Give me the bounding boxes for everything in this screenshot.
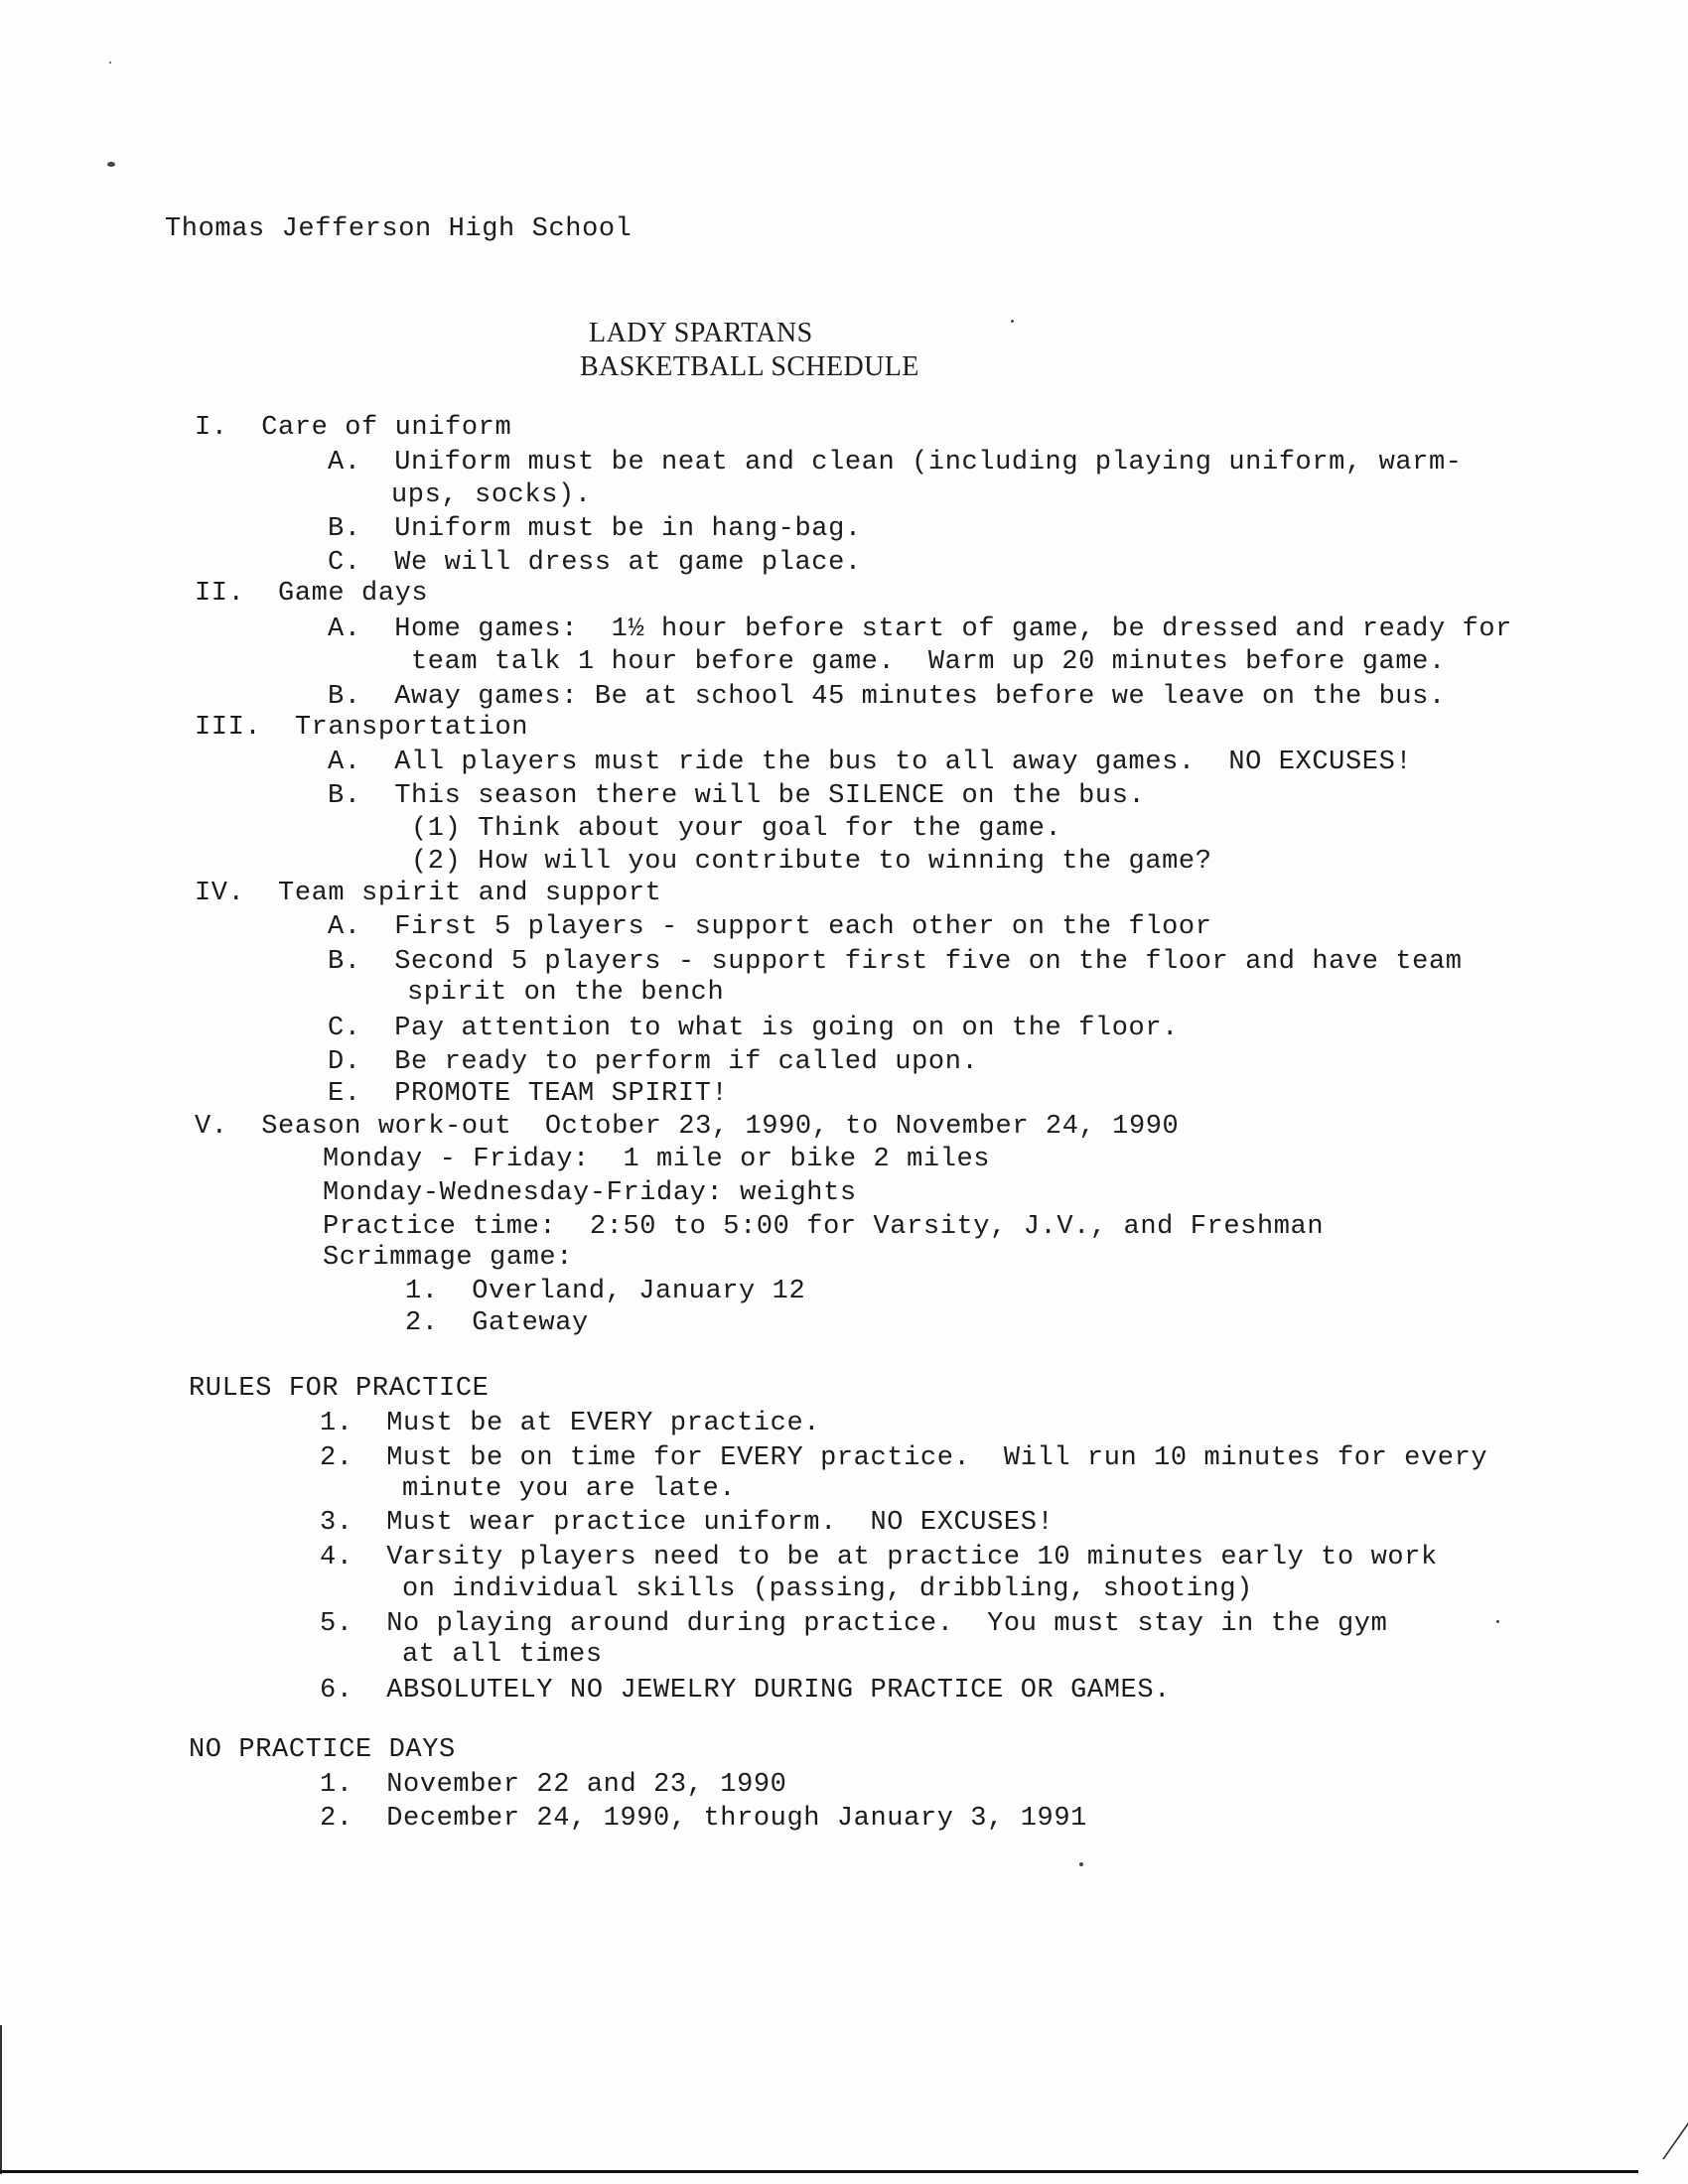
page-curl-mark (1622, 2100, 1688, 2159)
section-heading-5: V. Season work-out October 23, 1990, to November 24, 1990 (195, 1112, 1180, 1142)
list-item: A. First 5 players - support each other on the floor (328, 912, 1212, 942)
list-item: B. Away games: Be at school 45 minutes before we leave on the bus. (328, 682, 1446, 712)
list-item: at all times (402, 1640, 603, 1670)
list-item: A. Home games: 1½ hour before start of game, be dressed and ready for (328, 614, 1512, 644)
list-item: A. Uniform must be neat and clean (including playing uniform, warm- (328, 448, 1463, 478)
list-item: on individual skills (passing, dribbling, shooting) (402, 1574, 1253, 1604)
list-item: ups, socks). (391, 480, 592, 510)
list-item: B. Uniform must be in hang-bag. (328, 514, 862, 544)
scan-bottom-edge (0, 2170, 1638, 2173)
list-item: 2. December 24, 1990, through January 3, 1991 (320, 1804, 1087, 1834)
list-item: 3. Must wear practice uniform. NO EXCUSES! (320, 1508, 1055, 1538)
rules-heading: RULES FOR PRACTICE (189, 1374, 490, 1404)
list-item: minute you are late. (402, 1474, 737, 1504)
list-item: team talk 1 hour before game. Warm up 20 minutes before game. (411, 647, 1446, 677)
list-item: 5. No playing around during practice. You must stay in the gym (320, 1609, 1388, 1639)
list-item: B. Second 5 players - support first five on the floor and have team (328, 947, 1463, 977)
title-line-2: BASKETBALL SCHEDULE (580, 351, 919, 382)
list-item: C. Pay attention to what is going on on the floor. (328, 1014, 1179, 1043)
list-item: D. Be ready to perform if called upon. (328, 1047, 979, 1077)
scan-edge-line (0, 2025, 2, 2174)
scan-speck (1079, 1862, 1083, 1866)
list-item: 1. November 22 and 23, 1990 (320, 1770, 787, 1800)
list-item: (2) How will you contribute to winning the game? (411, 847, 1212, 877)
list-item: B. This season there will be SILENCE on the bus. (328, 781, 1146, 811)
scan-speck (1496, 1620, 1499, 1623)
list-item: E. PROMOTE TEAM SPIRIT! (328, 1079, 729, 1109)
scan-speck (107, 162, 115, 167)
list-item: 1. Overland, January 12 (405, 1277, 806, 1306)
list-item: Scrimmage game: (323, 1243, 574, 1273)
list-item: Monday-Wednesday-Friday: weights (323, 1178, 857, 1208)
list-item: (1) Think about your goal for the game. (411, 814, 1062, 844)
list-item: Monday - Friday: 1 mile or bike 2 miles (323, 1145, 991, 1174)
list-item: 1. Must be at EVERY practice. (320, 1409, 821, 1438)
scan-speck (109, 62, 111, 64)
section-heading-2: II. Game days (195, 579, 429, 609)
list-item: A. All players must ride the bus to all away games. NO EXCUSES! (328, 748, 1413, 777)
list-item: spirit on the bench (407, 978, 725, 1008)
list-item: 2. Must be on time for EVERY practice. Will run 10 minutes for every (320, 1443, 1488, 1473)
school-name: Thomas Jefferson High School (165, 214, 633, 244)
list-item: C. We will dress at game place. (328, 548, 862, 578)
list-item: 2. Gateway (405, 1308, 589, 1338)
section-heading-4: IV. Team spirit and support (195, 879, 662, 908)
section-heading-3: III. Transportation (195, 713, 529, 743)
list-item: 4. Varsity players need to be at practice 10 minutes early to work (320, 1543, 1438, 1572)
scan-speck (1011, 320, 1014, 323)
list-item: 6. ABSOLUTELY NO JEWELRY DURING PRACTICE OR GAMES. (320, 1676, 1171, 1706)
no-practice-heading: NO PRACTICE DAYS (189, 1735, 456, 1765)
list-item: Practice time: 2:50 to 5:00 for Varsity, J.V., and Freshman (323, 1212, 1325, 1242)
section-heading-1: I. Care of uniform (195, 413, 512, 443)
title-line-1: LADY SPARTANS (589, 318, 813, 348)
